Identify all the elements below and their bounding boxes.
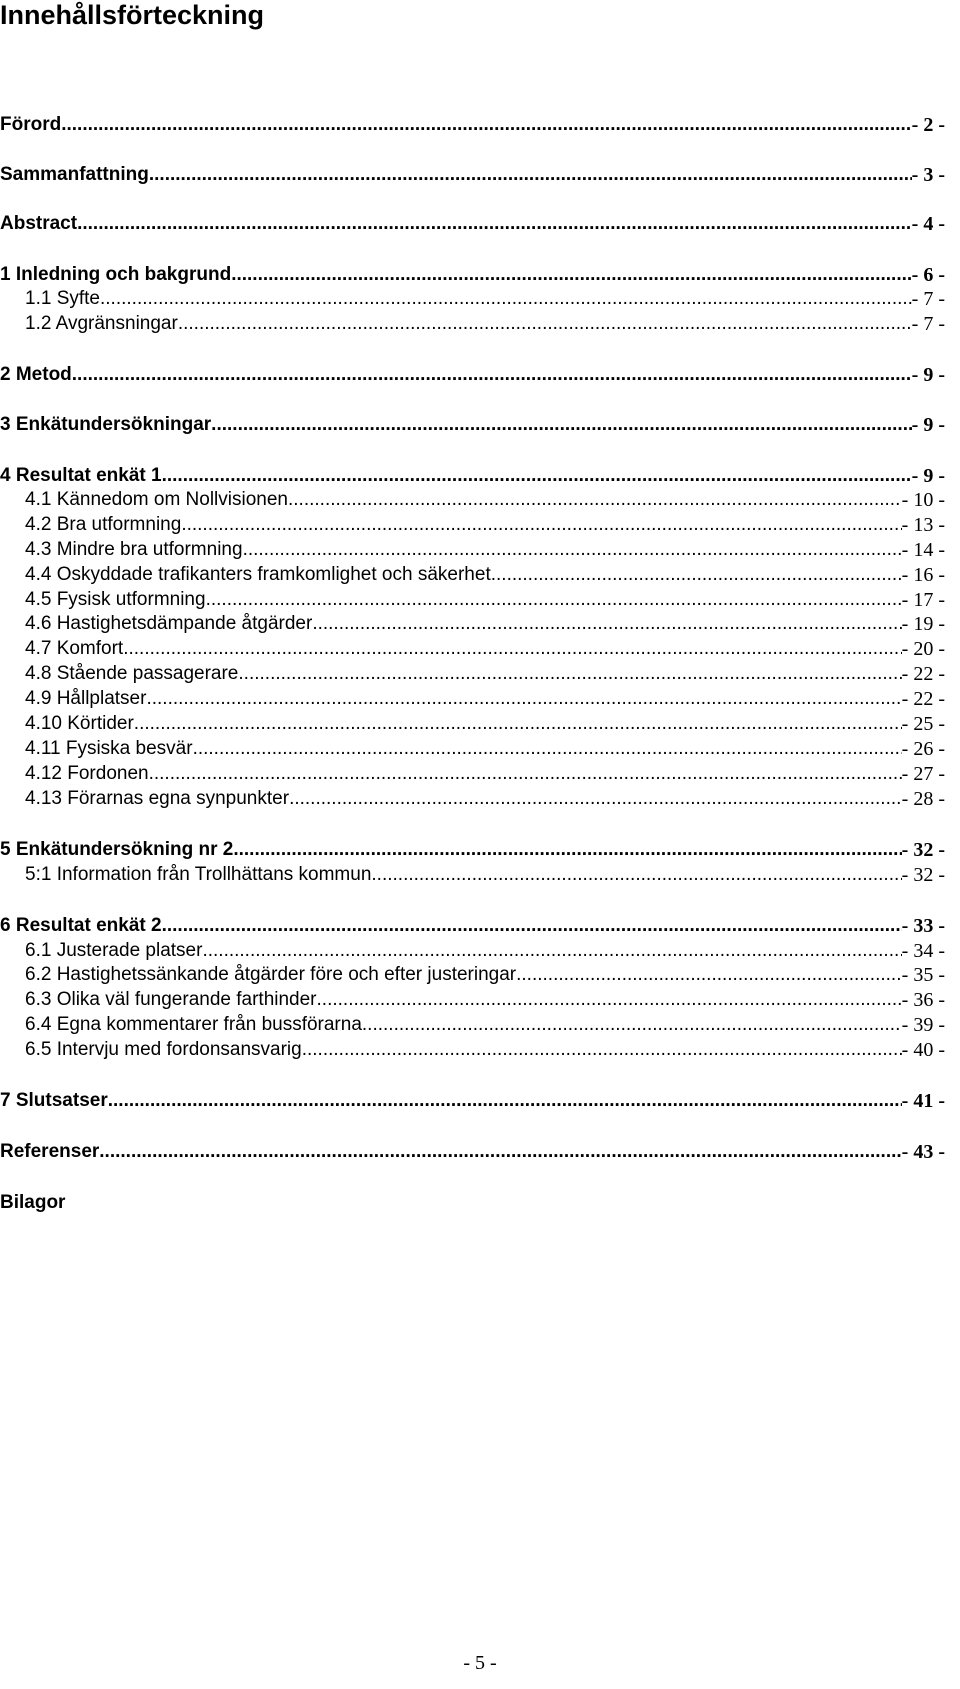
toc-entry-page: - 7 - <box>911 313 945 335</box>
toc-entry-page: - 9 - <box>911 414 945 436</box>
footer-page-number: - 5 - <box>463 1652 497 1674</box>
toc-entry-title: 4.7 Komfort <box>25 638 124 659</box>
toc-dot-leader <box>231 262 911 288</box>
toc-dot-leader <box>162 463 912 489</box>
toc-dot-leader <box>77 211 912 237</box>
toc-entry-title: 3 Enkätundersökningar <box>0 414 212 435</box>
toc-entry[interactable] <box>0 636 945 662</box>
toc-entry-page: - 20 - <box>901 638 945 660</box>
toc-entry[interactable] <box>0 913 945 939</box>
toc-entry-page: - 32 - <box>901 839 945 861</box>
page-title: Innehållsförteckning <box>0 0 265 30</box>
toc-entry-title: Sammanfattning <box>0 164 149 185</box>
toc-entry-title: 4.13 Förarnas egna synpunkter <box>25 788 290 809</box>
toc-entry[interactable] <box>0 162 945 188</box>
toc-entry-page: - 10 - <box>901 489 945 511</box>
toc-entry-title: 2 Metod <box>0 364 72 385</box>
toc-dot-leader <box>108 1088 902 1114</box>
toc-dot-leader <box>288 487 902 513</box>
toc-entry-title: 6.5 Intervju med fordonsansvarig <box>25 1039 302 1060</box>
toc-dot-leader <box>362 1012 902 1038</box>
toc-entry[interactable] <box>0 1037 945 1063</box>
toc-dot-leader <box>202 938 901 964</box>
toc-entry-title: 4.4 Oskyddade trafikanters framkomlighet och säkerhet <box>25 564 491 585</box>
toc-entry-page: - 40 - <box>901 1039 945 1061</box>
toc-entry[interactable] <box>0 112 945 138</box>
toc-entry[interactable] <box>0 862 945 888</box>
toc-entry[interactable] <box>0 1088 945 1114</box>
toc-entry-page: - 6 - <box>911 264 945 286</box>
toc-entry-page: - 9 - <box>911 364 945 386</box>
toc-entry[interactable] <box>0 1139 945 1165</box>
toc-dot-leader <box>243 537 902 563</box>
toc-entry[interactable] <box>0 211 945 237</box>
toc-entry-title: 4.11 Fysiska besvär <box>25 738 193 759</box>
toc-entry[interactable] <box>0 686 945 712</box>
toc-entry[interactable] <box>0 487 945 513</box>
toc-dot-leader <box>302 1037 902 1063</box>
toc-dot-leader <box>233 837 901 863</box>
toc-dot-leader <box>162 913 902 939</box>
toc-dot-leader <box>181 512 901 538</box>
toc-entry-page: - 2 - <box>911 114 945 136</box>
toc-entry-title: 4.6 Hastighetsdämpande åtgärder <box>25 613 313 634</box>
toc-entry-page: - 33 - <box>901 915 945 937</box>
toc-entry[interactable] <box>0 587 945 613</box>
toc-entry[interactable] <box>0 938 945 964</box>
toc-dot-leader <box>193 736 902 762</box>
toc-dot-leader <box>178 311 912 337</box>
toc-entry-title: 1.1 Syfte <box>25 288 100 309</box>
toc-entry[interactable] <box>0 1190 945 1216</box>
toc-dot-leader <box>491 562 902 588</box>
toc-entry[interactable] <box>0 463 945 489</box>
toc-dot-leader <box>211 412 912 438</box>
toc-dot-leader <box>61 112 911 138</box>
toc-entry[interactable] <box>0 286 945 312</box>
toc-entry[interactable] <box>0 761 945 787</box>
toc-entry[interactable] <box>0 711 945 737</box>
toc-entry-page: - 27 - <box>901 763 945 785</box>
toc-entry-page: - 3 - <box>911 164 945 186</box>
toc-entry-title: 4.2 Bra utformning <box>25 514 182 535</box>
toc-entry-title: 4 Resultat enkät 1 <box>0 465 162 486</box>
toc-entry-page: - 9 - <box>911 465 945 487</box>
toc-entry-page: - 26 - <box>901 738 945 760</box>
toc-dot-leader <box>99 1139 901 1165</box>
toc-entry-page: - 17 - <box>901 589 945 611</box>
toc-dot-leader <box>134 711 902 737</box>
toc-dot-leader <box>72 362 912 388</box>
toc-entry[interactable] <box>0 786 945 812</box>
toc-entry-title: 6.1 Justerade platser <box>25 940 203 961</box>
toc-entry-page: - 16 - <box>901 564 945 586</box>
toc-dot-leader <box>100 286 912 312</box>
toc-entry[interactable] <box>0 562 945 588</box>
toc-entry[interactable] <box>0 311 945 337</box>
toc-entry-page: - 7 - <box>911 288 945 310</box>
toc-entry-page: - 4 - <box>911 213 945 235</box>
toc-entry-page: - 34 - <box>901 940 945 962</box>
toc-entry-title: 6.2 Hastighetssänkande åtgärder före och efter justeringar <box>25 964 517 985</box>
toc-dot-leader <box>238 661 901 687</box>
toc-entry-title: 5:1 Information från Trollhättans kommun <box>25 864 372 885</box>
toc-dot-leader <box>289 786 902 812</box>
toc-entry-page: - 19 - <box>901 613 945 635</box>
toc-entry[interactable] <box>0 412 945 438</box>
toc-dot-leader <box>317 987 902 1013</box>
toc-entry-title: 4.1 Kännedom om Nollvisionen <box>25 489 288 510</box>
toc-dot-leader <box>146 686 901 712</box>
toc-entry-title: 4.12 Fordonen <box>25 763 149 784</box>
toc-entry[interactable] <box>0 962 945 988</box>
toc-entry-page: - 13 - <box>901 514 945 536</box>
toc-entry[interactable] <box>0 661 945 687</box>
toc-dot-leader <box>149 162 912 188</box>
toc-entry-page: - 35 - <box>901 964 945 986</box>
toc-entry[interactable] <box>0 362 945 388</box>
toc-dot-leader <box>312 611 901 637</box>
toc-entry-title: 4.3 Mindre bra utformning <box>25 539 243 560</box>
toc-entry-title: 4.9 Hållplatser <box>25 688 147 709</box>
toc-entry-title: Bilagor <box>0 1192 66 1213</box>
toc-entry-title: 4.10 Körtider <box>25 713 134 734</box>
toc-entry-title: 4.5 Fysisk utformning <box>25 589 206 610</box>
toc-dot-leader <box>371 862 901 888</box>
toc-dot-leader <box>516 962 902 988</box>
toc-entry[interactable] <box>0 537 945 563</box>
toc-entry-page: - 22 - <box>901 663 945 685</box>
toc-entry-title: 1.2 Avgränsningar <box>25 313 178 334</box>
toc-entry-title: 7 Slutsatser <box>0 1090 108 1111</box>
toc-entry-page: - 43 - <box>901 1141 945 1163</box>
toc-entry-title: 1 Inledning och bakgrund <box>0 264 232 285</box>
toc-entry[interactable] <box>0 262 945 288</box>
toc-entry-title: 6.3 Olika väl fungerande farthinder <box>25 989 317 1010</box>
toc-entry-page: - 25 - <box>901 713 945 735</box>
toc-entry-page: - 36 - <box>901 989 945 1011</box>
toc-entry-title: 6.4 Egna kommentarer från bussförarna <box>25 1014 362 1035</box>
toc-entry[interactable] <box>0 1012 945 1038</box>
toc-entry-page: - 28 - <box>901 788 945 810</box>
toc-entry-title: 4.8 Stående passagerare <box>25 663 239 684</box>
toc-entry-page: - 41 - <box>901 1090 945 1112</box>
toc-entry-title: Förord <box>0 114 62 135</box>
toc-entry[interactable] <box>0 736 945 762</box>
toc-entry-title: Abstract <box>0 213 78 234</box>
toc-dot-leader <box>123 636 901 662</box>
toc-entry-page: - 22 - <box>901 688 945 710</box>
toc-entry-page: - 14 - <box>901 539 945 561</box>
toc-entry[interactable] <box>0 837 945 863</box>
toc-entry-title: 5 Enkätundersökning nr 2 <box>0 839 234 860</box>
toc-entry[interactable] <box>0 512 945 538</box>
toc-entry-page: - 32 - <box>901 864 945 886</box>
toc-entry-title: 6 Resultat enkät 2 <box>0 915 162 936</box>
toc-entry[interactable] <box>0 611 945 637</box>
toc-entry[interactable] <box>0 987 945 1013</box>
toc-dot-leader <box>206 587 902 613</box>
toc-entry-page: - 39 - <box>901 1014 945 1036</box>
toc-entry-title: Referenser <box>0 1141 100 1162</box>
toc-dot-leader <box>149 761 902 787</box>
